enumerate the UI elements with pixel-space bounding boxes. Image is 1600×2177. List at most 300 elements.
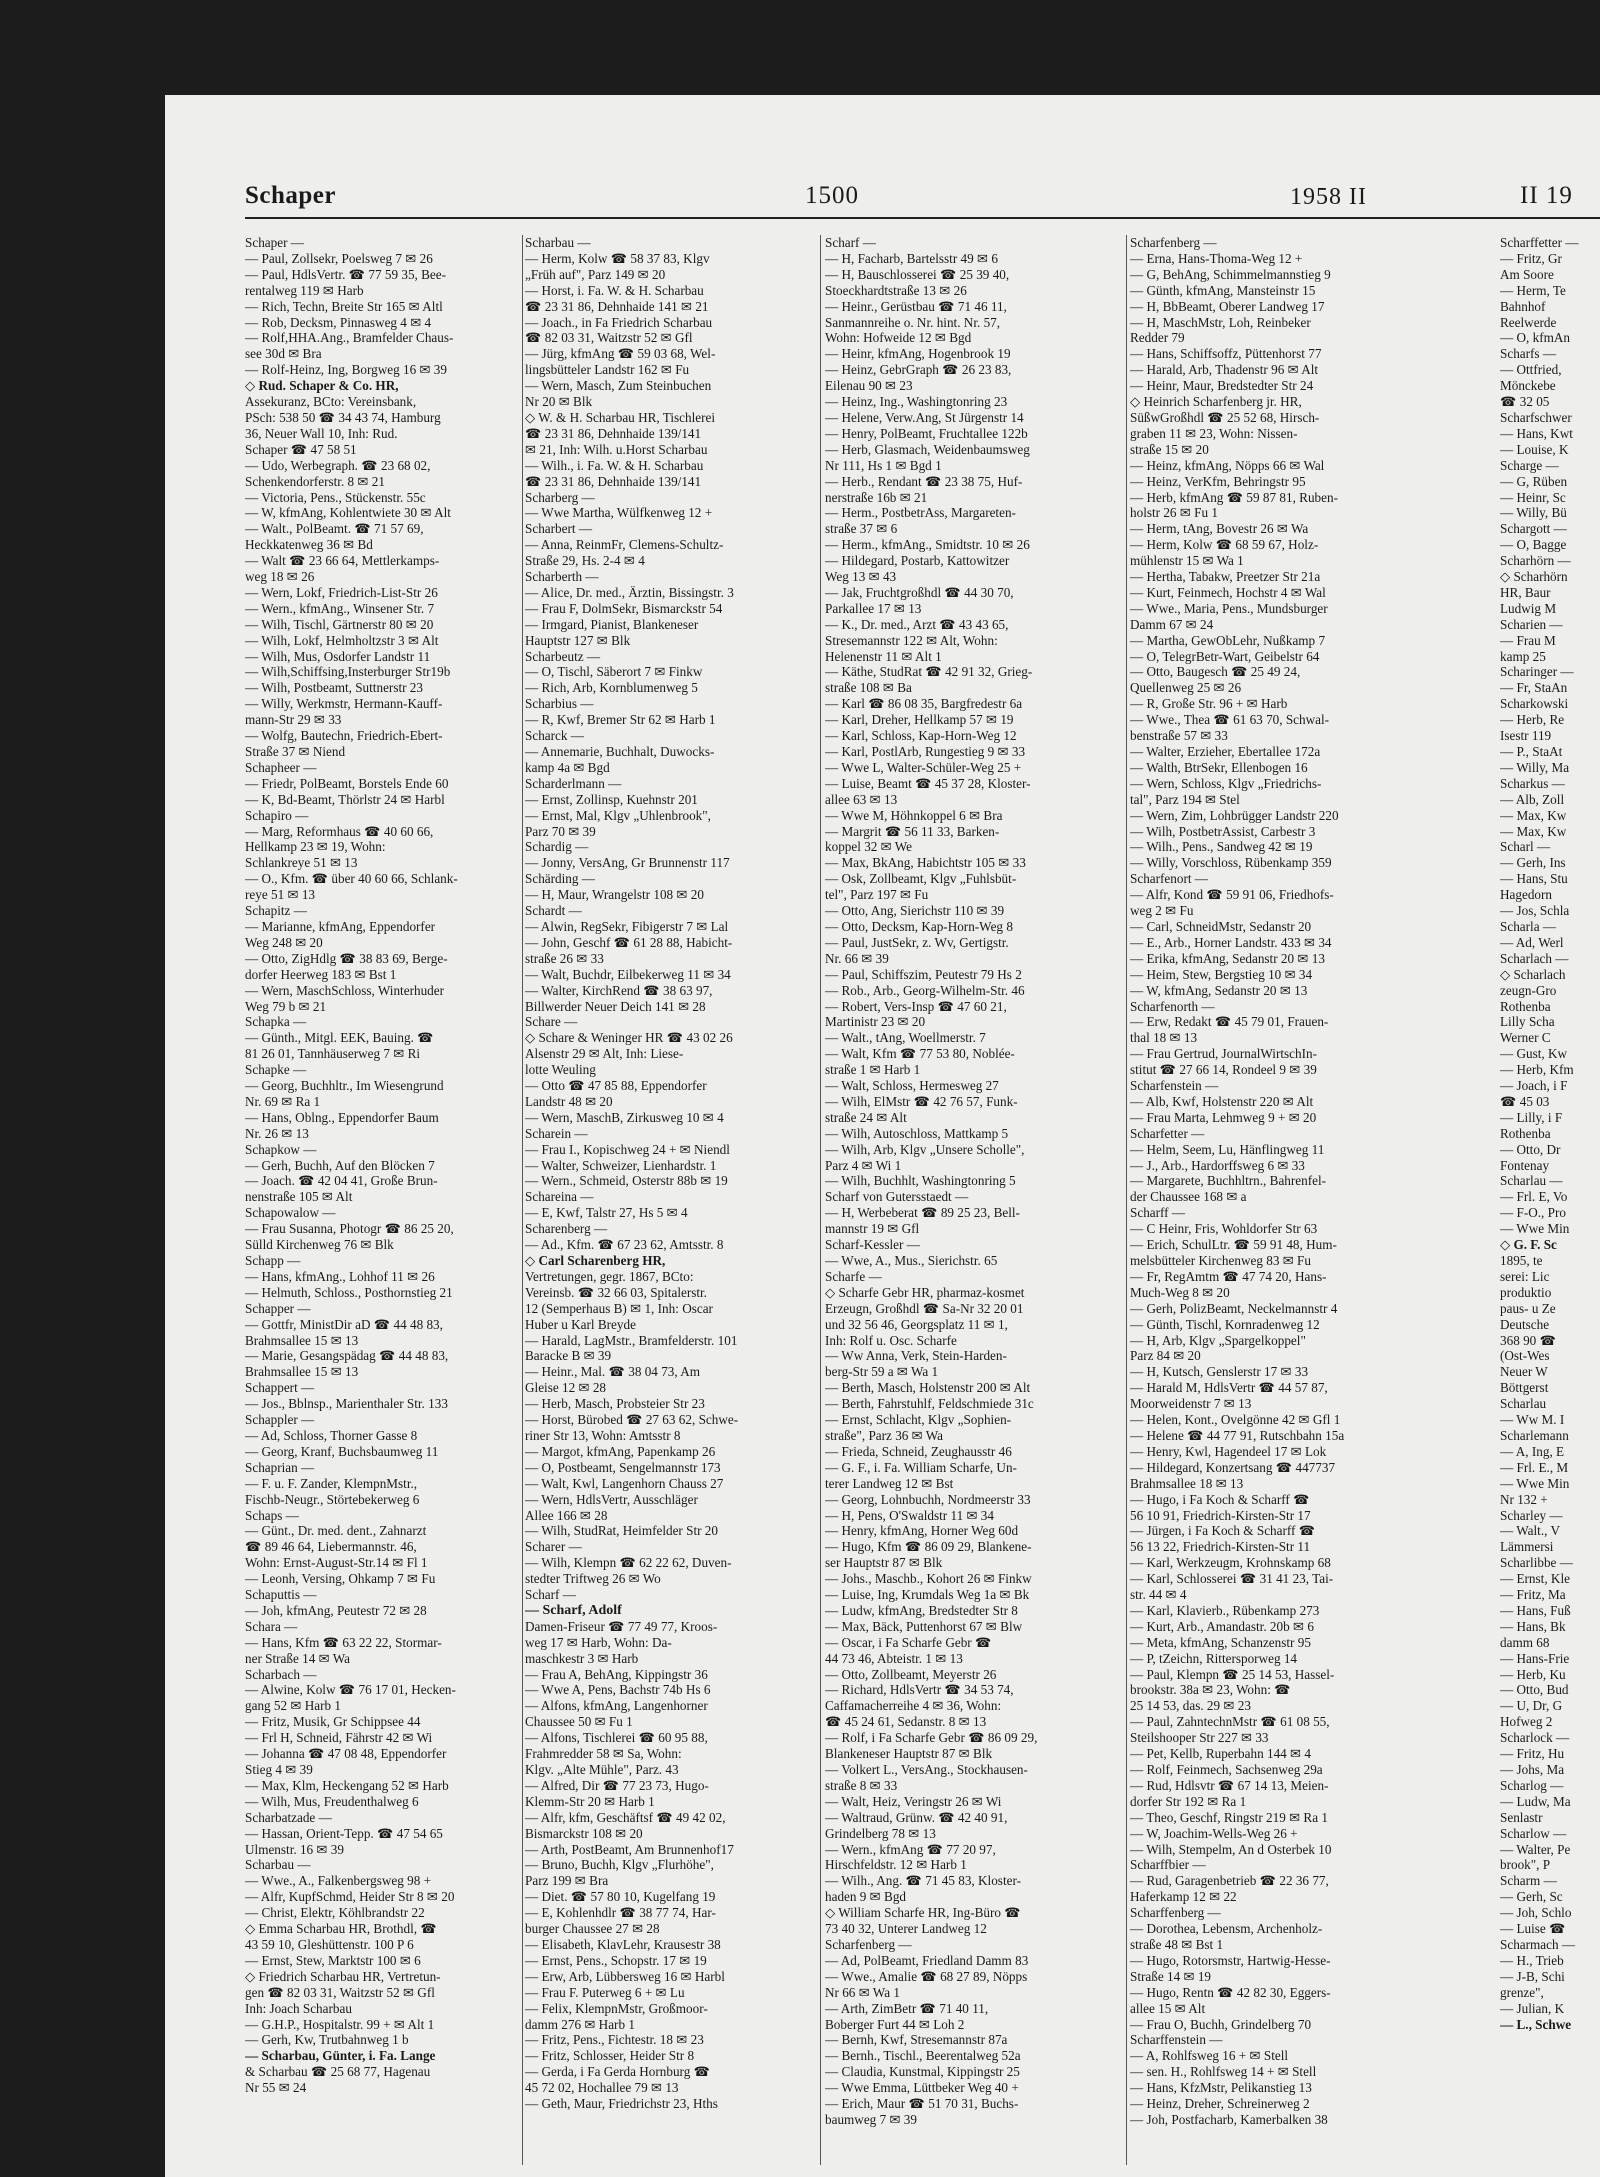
directory-entry-line: Scharm —: [1500, 1873, 1557, 1889]
directory-entry-line: damm 68: [1500, 1634, 1550, 1650]
directory-entry-line: — Claudia, Kunstmal, Kippingstr 25: [825, 2064, 1020, 2080]
directory-entry-line: weg 18 ✉ 26: [245, 569, 315, 585]
directory-entry-line: brookstr. 38a ✉ 23, Wohn: ☎: [1130, 1682, 1291, 1698]
directory-entry-line: ◇ Emma Scharbau HR, Brothdl, ☎: [245, 1921, 437, 1937]
directory-entry-line: — Wern, MaschSchloss, Winterhuder: [245, 982, 444, 998]
directory-entry-line: — H., Trieb: [1500, 1952, 1564, 1968]
directory-entry-line: Scharlibbe —: [1500, 1555, 1573, 1571]
directory-entry-line: — Marie, Gesangspädag ☎ 44 48 83,: [245, 1348, 449, 1364]
directory-entry-line: — Willy, Vorschloss, Rübenkamp 359: [1130, 855, 1332, 871]
directory-entry-line: — sen. H., Rohlfsweg 14 + ✉ Stell: [1130, 2064, 1317, 2080]
directory-entry-line: Scharffbier —: [1130, 1857, 1206, 1873]
directory-entry-line: — Frl. E., M: [1500, 1459, 1569, 1475]
directory-entry-line: mannstr 19 ✉ Gfl: [825, 1221, 920, 1237]
directory-entry-line: Steilshooper Str 227 ✉ 33: [1130, 1730, 1269, 1746]
directory-entry-line: — F. u. F. Zander, KlempnMstr.,: [245, 1475, 418, 1491]
directory-entry-line: Stoeckhardtstraße 13 ✉ 26: [825, 282, 967, 298]
directory-entry-line: straße 24 ✉ Alt: [825, 1109, 907, 1125]
directory-entry-line: kamp 25: [1500, 648, 1546, 664]
directory-entry-line: ☎ 23 31 86, Dehnhaide 139/141: [525, 473, 702, 489]
directory-entry-line: — Walter, KirchRend ☎ 38 63 97,: [525, 982, 713, 998]
directory-entry-line: grenze",: [1500, 1984, 1544, 2000]
directory-entry-line: — Günth, Tischl, Kornradenweg 12: [1130, 1316, 1320, 1332]
directory-entry-line: — Heinr, Maur, Bredstedter Str 24: [1130, 378, 1314, 394]
directory-entry-line: — W, kfmAng, Sedanstr 20 ✉ 13: [1130, 982, 1308, 998]
directory-entry-line: — A, Ing, E: [1500, 1443, 1565, 1459]
directory-entry-line: Parz 84 ✉ 20: [1130, 1348, 1201, 1364]
column-divider: [820, 235, 821, 2165]
directory-entry-line: Schapper —: [245, 1300, 311, 1316]
directory-entry-line: 45 72 02, Hochallee 79 ✉ 13: [525, 2080, 679, 2096]
directory-entry-line: Scharderlmann —: [525, 775, 622, 791]
directory-entry-line: Wohn: Ernst-August-Str.14 ✉ Fl 1: [245, 1555, 428, 1571]
directory-entry-line: Baracke B ✉ 39: [525, 1348, 612, 1364]
directory-entry-line: 1895, te: [1500, 1253, 1543, 1268]
directory-entry-line: Scharfenorth —: [1130, 998, 1215, 1014]
directory-entry-line: — Wilh, Klempn ☎ 62 22 62, Duven-: [525, 1555, 732, 1571]
directory-entry-line: straße 15 ✉ 20: [1130, 441, 1209, 457]
directory-entry-line: — Hildegard, Postarb, Kattowitzer: [825, 553, 1010, 569]
directory-entry-line: — Henry, PolBeamt, Fruchtallee 122b: [825, 425, 1028, 441]
directory-entry-line: — Frau F, DolmSekr, Bismarckstr 54: [525, 600, 723, 616]
directory-entry-line: Nr 132 +: [1500, 1491, 1548, 1507]
directory-entry-line: Brahmsallee 15 ✉ 13: [245, 1364, 359, 1380]
directory-entry-line: — Alfred, Dir ☎ 77 23 73, Hugo-: [525, 1777, 709, 1793]
directory-entry-line: 368 90 ☎: [1500, 1332, 1556, 1348]
directory-entry-line: kamp 4a ✉ Bgd: [525, 759, 610, 775]
directory-entry-line: nenstraße 105 ✉ Alt: [245, 1189, 353, 1205]
directory-entry-line: — Walt., V: [1500, 1523, 1560, 1539]
directory-entry-line: lotte Weuling: [525, 1062, 596, 1078]
directory-entry-line: — Jos., Bblnsp., Marienthaler Str. 133: [245, 1396, 448, 1412]
directory-entry-line: 44 73 46, Abteistr. 1 ✉ 13: [825, 1650, 963, 1666]
directory-entry-line: Scharfs —: [1500, 346, 1557, 362]
directory-entry-line: ◇ Rud. Schaper & Co. HR,: [245, 378, 399, 394]
directory-entry-line: — Rud, Garagenbetrieb ☎ 22 36 77,: [1130, 1873, 1329, 1889]
directory-entry-line: Schaprian —: [245, 1459, 315, 1475]
directory-entry-line: — Lilly, i F: [1500, 1109, 1563, 1125]
directory-entry-line: ☎ 89 46 64, Liebermannstr. 46,: [245, 1539, 417, 1555]
directory-entry-line: straße 1 ✉ Harb 1: [825, 1062, 921, 1078]
column-5-partial: [1500, 235, 1600, 2165]
column-3: [825, 235, 1123, 2165]
directory-entry-line: — Gust, Kw: [1500, 1046, 1568, 1062]
directory-entry-line: Scharge —: [1500, 457, 1559, 473]
directory-entry-line: — Max, Bäck, Puttenhorst 67 ✉ Blw: [825, 1618, 1023, 1634]
directory-entry-line: Brahmsallee 15 ✉ 13: [245, 1332, 359, 1348]
directory-entry-line: Scharfenberg —: [1130, 235, 1217, 250]
directory-entry-line: — Arth, ZimBetr ☎ 71 40 11,: [825, 2000, 989, 2016]
directory-entry-line: Scharinger —: [1500, 664, 1574, 680]
directory-entry-line: — Otto, Ang, Sierichstr 110 ✉ 39: [825, 903, 1005, 919]
directory-entry-line: riner Str 13, Wohn: Amtsstr 8: [525, 1427, 681, 1443]
directory-entry-line: Scharlau: [1500, 1396, 1547, 1412]
directory-entry-line: ☎ 23 31 86, Dehnhaide 139/141: [525, 425, 702, 441]
directory-entry-line: — Ernst, Zollinsp, Kuehnstr 201: [525, 791, 698, 807]
directory-entry-line: — Gottfr, MinistDir aD ☎ 44 48 83,: [245, 1316, 443, 1332]
directory-entry-line: — Otto, Bud: [1500, 1682, 1569, 1698]
directory-entry-line: — Herb, Ku: [1500, 1666, 1566, 1682]
directory-entry-line: — R, Große Str. 96 + ✉ Harb: [1130, 696, 1288, 712]
directory-entry-line: — Horst, i. Fa. W. & H. Scharbau: [525, 282, 704, 298]
directory-entry-line: ☎ 45 24 61, Sedanstr. 8 ✉ 13: [825, 1714, 987, 1730]
directory-entry-line: — Walt., PolBeamt. ☎ 71 57 69,: [245, 521, 424, 537]
directory-entry-line: — Wilh, Stempelm, An d Osterbek 10: [1130, 1841, 1332, 1857]
directory-entry-line: Schapiro —: [245, 807, 309, 823]
directory-entry-line: Hofweg 2: [1500, 1714, 1553, 1730]
directory-entry-line: graben 11 ✉ 23, Wohn: Nissen-: [1130, 425, 1298, 441]
directory-entry-line: — Wwe M, Höhnkoppel 6 ✉ Bra: [825, 807, 1003, 823]
directory-entry-line: — Arth, PostBeamt, Am Brunnenhof17: [525, 1841, 734, 1857]
directory-entry-line: — Otto, Decksm, Kap-Horn-Weg 8: [825, 918, 1013, 934]
directory-entry-line: tel", Parz 197 ✉ Fu: [825, 887, 929, 903]
directory-entry-line: — Georg, Lohnbuchh, Nordmeerstr 33: [825, 1491, 1031, 1507]
directory-entry-line: — Ernst, Mal, Klgv „Uhlenbrook",: [525, 807, 711, 823]
directory-entry-line: — Fritz, Gr: [1500, 250, 1562, 266]
directory-entry-line: — Walth, BtrSekr, Ellenbogen 16: [1130, 759, 1308, 775]
directory-entry-line: — Johs., Maschb., Kohort 26 ✉ Finkw: [825, 1571, 1032, 1587]
directory-entry-line: — Wwe Min: [1500, 1475, 1570, 1491]
directory-entry-line: Scharbeutz —: [525, 648, 601, 664]
directory-entry-line: — Wilh, Mus, Osdorfer Landstr 11: [245, 648, 431, 664]
directory-entry-line: — Herm., kfmAng., Smidtstr. 10 ✉ 26: [825, 537, 1030, 553]
directory-entry-line: Scharff —: [1130, 1205, 1186, 1221]
directory-entry-line: — Herb., Rendant ☎ 23 38 75, Huf-: [825, 473, 1023, 489]
directory-entry-line: — G.H.P., Hospitalstr. 99 + ✉ Alt 1: [245, 2016, 435, 2032]
directory-entry-line: Rothenba: [1500, 1125, 1551, 1141]
directory-entry-line: — Wwe Martha, Wülfkenweg 12 +: [525, 505, 713, 521]
directory-entry-line: — Margarete, Buchhltrn., Bahrenfel-: [1130, 1173, 1327, 1189]
directory-entry-line: — Walter, Pe: [1500, 1841, 1571, 1857]
directory-entry-line: — Helm, Seem, Lu, Hänflingweg 11: [1130, 1141, 1325, 1157]
directory-entry-line: — Felix, KlempnMstr, Großmoor-: [525, 2000, 708, 2016]
directory-entry-line: — Luise, Ing, Krumdals Weg 1a ✉ Bk: [825, 1587, 1030, 1603]
directory-entry-line: melsbütteler Kirchenweg 83 ✉ Fu: [1130, 1253, 1311, 1268]
directory-entry-line: produktio: [1500, 1284, 1552, 1300]
directory-entry-line: — Berth, Fahrstuhlf, Feldschmiede 31c: [825, 1396, 1034, 1412]
directory-entry-line: — Meta, kfmAng, Schanzenstr 95: [1130, 1634, 1311, 1650]
directory-entry-line: Scharffenstein —: [1130, 2032, 1223, 2048]
directory-entry-line: — Rob, Decksm, Pinnasweg 4 ✉ 4: [245, 314, 432, 330]
directory-entry-line: Scharfenberg —: [825, 1936, 912, 1952]
directory-entry-line: — Karl, Schlosserei ☎ 31 41 23, Tai-: [1130, 1571, 1334, 1587]
directory-entry-line: straße 108 ✉ Ba: [825, 680, 912, 696]
directory-entry-line: lingsbütteler Landstr 162 ✉ Fu: [525, 362, 690, 378]
directory-entry-line: Heckkatenweg 36 ✉ Bd: [245, 537, 373, 553]
directory-entry-line: — Margrit ☎ 56 11 33, Barken-: [825, 823, 1000, 839]
directory-entry-line: — Helene ☎ 44 77 91, Rutschbahn 15a: [1130, 1427, 1345, 1443]
directory-entry-line: Alsenstr 29 ✉ Alt, Inh: Liese-: [525, 1046, 684, 1062]
directory-entry-line: rentalweg 119 ✉ Harb: [245, 282, 364, 298]
directory-entry-line: — Gerh, Kw, Trutbahnweg 1 b: [245, 2032, 409, 2048]
directory-entry-line: — L., Schwe: [1500, 2016, 1572, 2032]
directory-entry-line: serei: Lic: [1500, 1268, 1550, 1284]
directory-entry-line: — Berth, Masch, Holstenstr 200 ✉ Alt: [825, 1380, 1031, 1396]
directory-entry-line: — Margot, kfmAng, Papenkamp 26: [525, 1443, 716, 1459]
directory-entry-line: Scharla —: [1500, 918, 1557, 934]
directory-entry-line: — E, Kohlenhdlr ☎ 38 77 74, Har-: [525, 1905, 716, 1921]
directory-entry-line: Scharlock —: [1500, 1730, 1570, 1746]
directory-entry-line: — Walt, Schloss, Hermesweg 27: [825, 1078, 999, 1094]
directory-entry-line: — R, Kwf, Bremer Str 62 ✉ Harb 1: [525, 712, 716, 728]
directory-entry-line: — Frau O, Buchh, Grindelberg 70: [1130, 2016, 1312, 2032]
directory-entry-line: — Wwe., Amalie ☎ 68 27 89, Nöpps: [825, 1968, 1028, 1984]
directory-entry-line: — Wern, Schloss, Klgv „Friedrichs-: [1130, 775, 1322, 791]
directory-entry-line: — Helen, Kont., Ovelgönne 42 ✉ Gfl 1: [1130, 1412, 1341, 1428]
directory-entry-line: 56 13 22, Friedrich-Kirsten-Str 11: [1130, 1539, 1311, 1555]
directory-entry-line: — Hildegard, Konzertsang ☎ 447737: [1130, 1459, 1336, 1475]
directory-entry-line: — Osk, Zollbeamt, Klgv „Fuhlsbüt-: [825, 871, 1017, 887]
directory-entry-line: Schapp —: [245, 1253, 301, 1268]
directory-entry-line: — Herb, Kfm: [1500, 1062, 1574, 1078]
directory-entry-line: — Ernst, Stew, Marktstr 100 ✉ 6: [245, 1952, 421, 1968]
directory-entry-line: — Karl, Werkzeugm, Krohnskamp 68: [1130, 1555, 1331, 1571]
directory-entry-line: Scharlau —: [1500, 1173, 1563, 1189]
directory-entry-line: — Wilh, PostbetrAssist, Carbestr 3: [1130, 823, 1316, 839]
directory-entry-line: — Gerh, Sc: [1500, 1889, 1563, 1905]
directory-entry-line: Nr 20 ✉ Blk: [525, 394, 593, 410]
directory-entry-line: ☎ 45 03: [1500, 1093, 1550, 1109]
directory-entry-line: — Wilh., i. Fa. W. & H. Scharbau: [525, 457, 704, 473]
directory-entry-line: 56 10 91, Friedrich-Kirsten-Str 17: [1130, 1507, 1311, 1523]
directory-entry-line: — John, Geschf ☎ 61 28 88, Habicht-: [525, 934, 733, 950]
directory-entry-line: Scharenberg —: [525, 1221, 608, 1237]
directory-entry-line: SüßwGroßhdl ☎ 25 52 68, Hirsch-: [1130, 409, 1320, 425]
directory-entry-line: — Joach, i F: [1500, 1078, 1568, 1094]
directory-entry-line: — Herm., PostbetrAss, Margareten-: [825, 505, 1016, 521]
column-divider: [522, 235, 523, 2165]
directory-entry-line: Schareina —: [525, 1189, 594, 1205]
directory-entry-line: — Heinr., Gerüstbau ☎ 71 46 11,: [825, 298, 1007, 314]
directory-entry-line: — Hans, Kwt: [1500, 425, 1573, 441]
directory-entry-line: — Hans, kfmAng., Lohhof 11 ✉ 26: [245, 1268, 435, 1284]
directory-entry-line: — C Heinr, Fris, Wohldorfer Str 63: [1130, 1221, 1318, 1237]
directory-entry-line: — Frau Gertrud, JournalWirtschIn-: [1130, 1046, 1317, 1062]
directory-entry-line: — Paul, Schiffszim, Peutestr 79 Hs 2: [825, 966, 1022, 982]
directory-entry-line: ◇ Schare & Weninger HR ☎ 43 02 26: [525, 1030, 733, 1046]
directory-entry-line: Quellenweg 25 ✉ 26: [1130, 680, 1242, 696]
directory-entry-line: Parz 199 ✉ Bra: [525, 1873, 609, 1889]
directory-entry-line: — Günth., Mitgl. EEK, Bauing. ☎: [245, 1030, 434, 1046]
directory-entry-line: — Erna, Hans-Thoma-Weg 12 +: [1130, 250, 1303, 266]
directory-entry-line: — Friedr, PolBeamt, Borstels Ende 60: [245, 775, 449, 791]
directory-entry-line: — Otto, Dr: [1500, 1141, 1561, 1157]
directory-entry-line: — Georg, Buchhltr., Im Wiesengrund: [245, 1078, 444, 1094]
directory-entry-line: — Frieda, Schneid, Zeughausstr 46: [825, 1443, 1012, 1459]
directory-entry-line: thal 18 ✉ 13: [1130, 1030, 1198, 1046]
directory-entry-line: Schapheer —: [245, 759, 317, 775]
directory-entry-line: — Willy, Werkmstr, Hermann-Kauff-: [245, 696, 443, 712]
directory-entry-line: — Karl, Klavierb., Rübenkamp 273: [1130, 1602, 1320, 1618]
directory-entry-line: — Paul, HdlsVertr. ☎ 77 59 35, Bee-: [245, 266, 447, 282]
directory-entry-line: — Victoria, Pens., Stückenstr. 55c: [245, 489, 426, 505]
directory-entry-line: — Ludw, Ma: [1500, 1793, 1571, 1809]
directory-entry-line: Rothenba: [1500, 998, 1551, 1014]
directory-entry-line: 12 (Semperhaus B) ✉ 1, Inh: Oscar: [525, 1300, 713, 1316]
directory-entry-line: — J., Arb., Hardorffsweg 6 ✉ 33: [1130, 1157, 1305, 1173]
running-head-name: Schaper: [245, 182, 336, 209]
directory-entry-line: — Wilh,Schiffsing,Insterburger Str19b: [245, 664, 451, 680]
directory-entry-line: — Herb, Masch, Probsteier Str 23: [525, 1396, 705, 1412]
directory-entry-line: — Fr, RegAmtm ☎ 47 74 20, Hans-: [1130, 1268, 1327, 1284]
directory-entry-line: Bahnhof: [1500, 298, 1546, 314]
directory-entry-line: Scharberg —: [525, 489, 595, 505]
directory-entry-line: — Willy, Bü: [1500, 505, 1567, 521]
directory-entry-line: — Ad, Werl: [1500, 934, 1564, 950]
directory-entry-line: benstraße 57 ✉ 33: [1130, 728, 1228, 744]
directory-entry-line: Scharbius —: [525, 696, 594, 712]
directory-entry-line: — Hans, Fuß: [1500, 1602, 1571, 1618]
directory-entry-line: Grindelberg 78 ✉ 13: [825, 1825, 936, 1841]
directory-entry-line: — Henry, kfmAng, Horner Weg 60d: [825, 1523, 1019, 1539]
directory-entry-line: Erzeugn, Großhdl ☎ Sa-Nr 32 20 01: [825, 1300, 1024, 1316]
directory-entry-line: Senlastr: [1500, 1809, 1543, 1825]
directory-entry-line: — Heinr., Mal. ☎ 38 04 73, Am: [525, 1364, 701, 1380]
directory-entry-line: — Bernh., Tischl., Beerentalweg 52a: [825, 2048, 1021, 2064]
directory-entry-line: — Horst, Bürobed ☎ 27 63 62, Schwe-: [525, 1412, 739, 1428]
directory-entry-line: Sülld Kirchenweg 76 ✉ Blk: [245, 1237, 394, 1253]
column-2: [525, 235, 815, 2165]
directory-entry-line: — Max, Klm, Heckengang 52 ✉ Harb: [245, 1777, 449, 1793]
directory-entry-line: — Fritz, Ma: [1500, 1587, 1566, 1603]
directory-entry-line: ☎ 82 03 31, Waitzstr 52 ✉ Gfl: [525, 330, 693, 346]
directory-entry-line: Scharffenberg —: [1130, 1905, 1221, 1921]
directory-entry-line: Scharfenort —: [1130, 871, 1208, 887]
directory-entry-line: — Johanna ☎ 47 08 48, Eppendorfer: [245, 1746, 447, 1762]
directory-entry-line: — Hans, Oblng., Eppendorfer Baum: [245, 1109, 439, 1125]
directory-entry-line: Schenkendorferstr. 8 ✉ 21: [245, 473, 385, 489]
directory-entry-line: Scharlach —: [1500, 950, 1569, 966]
directory-entry-line: — Willy, Ma: [1500, 759, 1570, 775]
directory-entry-line: — Helmuth, Schloss., Posthornstieg 21: [245, 1284, 453, 1300]
directory-entry-line: Hirschfeldstr. 12 ✉ Harb 1: [825, 1857, 967, 1873]
directory-entry-line: Scharer —: [525, 1539, 582, 1555]
directory-entry-line: ☎ 32 05: [1500, 394, 1550, 410]
directory-entry-line: — W, kfmAng, Kohlentwiete 30 ✉ Alt: [245, 505, 451, 521]
directory-entry-line: dorfer Heerweg 183 ✉ Bst 1: [245, 966, 397, 982]
directory-entry-line: Ulmenstr. 16 ✉ 39: [245, 1841, 344, 1857]
directory-entry-line: Scharmach —: [1500, 1936, 1576, 1952]
directory-entry-line: — Robert, Vers-Insp ☎ 47 60 21,: [825, 998, 1007, 1014]
directory-entry-line: Hauptstr 127 ✉ Blk: [525, 632, 631, 648]
directory-entry-line: — Fritz, Pens., Fichtestr. 18 ✉ 23: [525, 2032, 704, 2048]
directory-entry-line: — Ernst, Kle: [1500, 1571, 1570, 1587]
directory-entry-line: — Gerda, i Fa Gerda Hornburg ☎: [525, 2064, 711, 2080]
directory-entry-line: reye 51 ✉ 13: [245, 887, 316, 903]
directory-entry-line: — Frau F. Puterweg 6 + ✉ Lu: [525, 1984, 685, 2000]
directory-entry-line: — Erich, SchulLtr. ☎ 59 91 48, Hum-: [1130, 1237, 1337, 1253]
directory-entry-line: Chaussee 50 ✉ Fu 1: [525, 1714, 633, 1730]
directory-entry-line: — Henry, Kwl, Hagendeel 17 ✉ Lok: [1130, 1443, 1327, 1459]
directory-entry-line: — Wilh, Mus, Freudenthalweg 6: [245, 1793, 419, 1809]
edition-label: 1958 II: [1290, 184, 1367, 210]
directory-entry-line: Scharfetter —: [1130, 1125, 1205, 1141]
directory-entry-line: Schapke —: [245, 1062, 307, 1078]
directory-entry-line: — Rob., Arb., Georg-Wilhelm-Str. 46: [825, 982, 1025, 998]
directory-entry-line: — H, MaschMstr, Loh, Reinbeker: [1130, 314, 1311, 330]
directory-entry-line: Mönckebe: [1500, 378, 1556, 394]
directory-entry-line: Inh: Joach Scharbau: [245, 2000, 352, 2016]
directory-entry-line: — Günt., Dr. med. dent., Zahnarzt: [245, 1523, 427, 1539]
directory-entry-line: — Wilh, Lokf, Helmholtzstr 3 ✉ Alt: [245, 632, 439, 648]
column-1: [245, 235, 520, 2165]
directory-entry-line: — Rich, Arb, Kornblumenweg 5: [525, 680, 698, 696]
directory-entry-line: ◇ G. F. Sc: [1500, 1237, 1557, 1253]
directory-entry-line: — Leonh, Versing, Ohkamp 7 ✉ Fu: [245, 1571, 436, 1587]
directory-entry-line: ◇ Carl Scharenberg HR,: [525, 1253, 666, 1268]
directory-entry-line: Assekuranz, BCto: Vereinsbank,: [245, 394, 417, 410]
directory-entry-line: berg-Str 59 a ✉ Wa 1: [825, 1364, 939, 1380]
directory-entry-line: — Hans, KfzMstr, Pelikanstieg 13: [1130, 2080, 1312, 2096]
directory-entry-line: weg 2 ✉ Fu: [1130, 903, 1194, 919]
directory-entry-line: — Harald M, HdlsVertr ☎ 44 57 87,: [1130, 1380, 1328, 1396]
directory-entry-line: Schlankreye 51 ✉ 13: [245, 855, 358, 871]
directory-entry-line: — Wern., kfmAng., Winsener Str. 7: [245, 600, 435, 616]
directory-entry-line: — H, Facharb, Bartelsstr 49 ✉ 6: [825, 250, 998, 266]
directory-entry-line: Landstr 48 ✉ 20: [525, 1093, 613, 1109]
directory-entry-line: — Heinz, GebrGraph ☎ 26 23 83,: [825, 362, 1012, 378]
page-number: 1500: [805, 182, 859, 209]
directory-entry-line: — Scharf, Adolf: [525, 1602, 622, 1618]
directory-entry-line: maschkestr 3 ✉ Harb: [525, 1650, 639, 1666]
directory-entry-line: ◇ William Scharfe HR, Ing-Büro ☎: [825, 1905, 1021, 1921]
directory-entry-line: Deutsche: [1500, 1316, 1550, 1332]
directory-entry-line: — Wwe Min: [1500, 1221, 1570, 1237]
directory-entry-line: — Otto, ZigHdlg ☎ 38 83 69, Berge-: [245, 950, 448, 966]
directory-entry-line: — Wwe L, Walter-Schüler-Weg 25 +: [825, 759, 1022, 775]
directory-entry-line: ner Straße 14 ✉ Wa: [245, 1650, 350, 1666]
directory-entry-line: Isestr 119: [1500, 728, 1552, 744]
directory-entry-line: — Jürgen, i Fa Koch & Scharff ☎: [1130, 1523, 1316, 1539]
directory-entry-line: — Walt., tAng, Woellmerstr. 7: [825, 1030, 986, 1046]
directory-entry-line: Weg 248 ✉ 20: [245, 934, 323, 950]
directory-entry-line: 25 14 53, das. 29 ✉ 23: [1130, 1698, 1251, 1714]
directory-entry-line: — Geth, Maur, Friedrichstr 23, Hths: [525, 2096, 718, 2112]
directory-entry-line: — K., Dr. med., Arzt ☎ 43 43 65,: [825, 616, 1009, 632]
directory-entry-line: — Johs, Ma: [1500, 1762, 1565, 1777]
directory-entry-line: — Carl, SchneidMstr, Sedanstr 20: [1130, 918, 1312, 934]
directory-entry-line: stedter Triftweg 26 ✉ Wo: [525, 1571, 661, 1587]
directory-entry-line: — Walter, Schweizer, Lienhardstr. 1: [525, 1157, 717, 1173]
directory-entry-line: — Hans, Kfm ☎ 63 22 22, Stormar-: [245, 1634, 442, 1650]
directory-entry-line: — Herm, Kolw ☎ 68 59 67, Holz-: [1130, 537, 1319, 553]
directory-entry-line: Blankeneser Hauptstr 87 ✉ Blk: [825, 1746, 993, 1762]
directory-entry-line: — Hans-Frie: [1500, 1650, 1570, 1666]
directory-entry-line: Damm 67 ✉ 24: [1130, 616, 1214, 632]
directory-entry-line: — Hans, Schiffsoffz, Püttenhorst 77: [1130, 346, 1322, 362]
directory-entry-line: — Luise, Beamt ☎ 45 37 28, Kloster-: [825, 775, 1031, 791]
directory-entry-line: — Paul, Klempn ☎ 25 14 53, Hassel-: [1130, 1666, 1335, 1682]
directory-entry-line: — Irmgard, Pianist, Blankeneser: [525, 616, 699, 632]
directory-entry-line: — Alwine, Kolw ☎ 76 17 01, Hecken-: [245, 1682, 456, 1698]
directory-entry-line: — Oscar, i Fa Scharfe Gebr ☎: [825, 1634, 992, 1650]
directory-entry-line: — Marianne, kfmAng, Eppendorfer: [245, 918, 436, 934]
directory-entry-line: — Hans, Bk: [1500, 1618, 1566, 1634]
directory-entry-line: Nr 111, Hs 1 ✉ Bgd 1: [825, 457, 942, 473]
directory-entry-line: — W, Joachim-Wells-Weg 26 +: [1130, 1825, 1298, 1841]
directory-entry-line: — Paul, ZahntechnMstr ☎ 61 08 55,: [1130, 1714, 1330, 1730]
directory-entry-line: — Ludw, kfmAng, Bredstedter Str 8: [825, 1602, 1018, 1618]
directory-entry-line: — Gerh, PolizBeamt, Neckelmannstr 4: [1130, 1300, 1338, 1316]
directory-entry-line: — Heinr, Sc: [1500, 489, 1566, 505]
directory-entry-line: Schappler —: [245, 1412, 315, 1428]
directory-entry-line: — Walt, Kfm ☎ 77 53 80, Noblée-: [825, 1046, 1015, 1062]
directory-entry-line: baumweg 7 ✉ 39: [825, 2111, 917, 2127]
directory-entry-line: — O, kfmAn: [1500, 330, 1570, 346]
directory-entry-line: Eilenau 90 ✉ 23: [825, 378, 913, 394]
directory-entry-line: Weg 79 b ✉ 21: [245, 998, 327, 1014]
directory-entry-line: Schaps —: [245, 1507, 299, 1523]
